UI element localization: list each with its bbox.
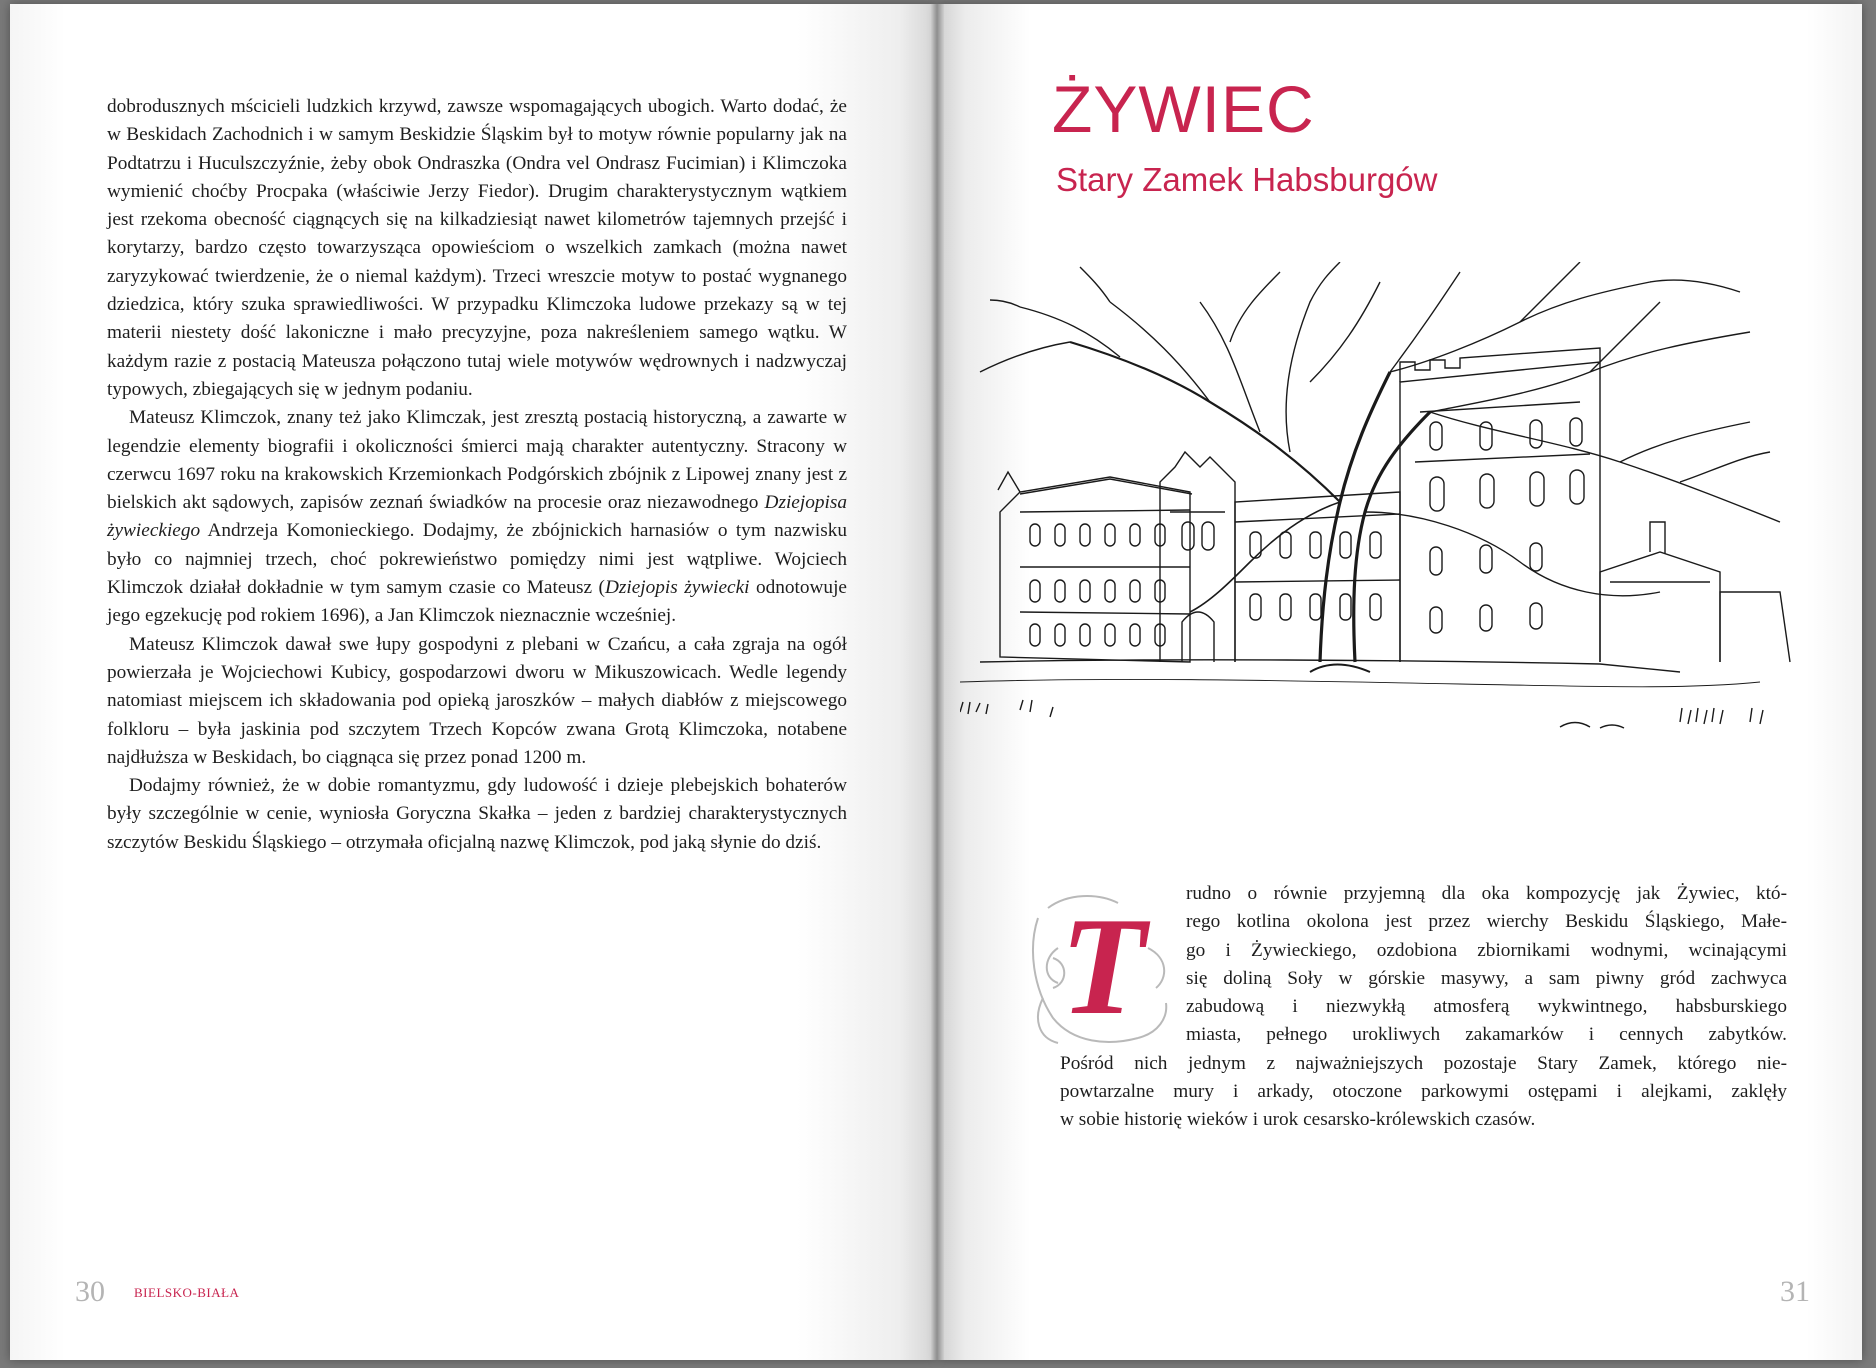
line-5: zabudową i niezwykłą atmosferą wykwintnego, habsburskiego [1186, 996, 1787, 1018]
line-7: Pośród nich jednym z najważniejszych pozostaje Stary Zamek, którego nie- [1060, 1052, 1787, 1074]
book-title-italic-2: Dziejopis żywiecki [604, 577, 750, 599]
paragraph-1: dobrodusznych mścicieli ludzkich krzywd, zawsze wspomagających ubogich. Warto dodać, że w Beskidach Zachodnich i w samym Beskidzie Śląskim był to motyw równie popularny jak na Podtatrzu i Huculszczyźnie, żeby obok Ondraszka (Ondra vel Ondrasz Fucimian) i Klimczoka wymienić choćby Procpaka (właściwie Jerzy Fiedor). Drugim charakterystycznym wątkiem jest rzekoma obecność ciągnących się na kilkadziesiąt nawet kilometrów tajemnych przejść i korytarzy, bardzo często towarzysząca opowieściom o wszelkich zamkach (można nawet zaryzykować twierdzenie, że o niemal każdym). Trzeci wreszcie motyw to postać wygnanego dziedzica, który szuka sprawiedliwości. W przypadku Klimczoka ludowe przekazy są w tej materii niestety dość lakoniczne i mało precyzyjne, poza nakreśleniem samego wątku. W każdym razie z postacią Mateusza połączono tutaj wiele motywów wędrownych i nadzwyczaj typowych, zbiegających się w jednym podaniu. [107, 96, 847, 400]
line-8: powtarzalne mury i arkady, otoczone parkowymi ostępami i alejkami, zaklęły [1060, 1081, 1787, 1103]
paragraph-2 [107, 404, 847, 630]
line-9: w sobie historię wieków i urok cesarsko-królewskich czasów. [1060, 1109, 1536, 1131]
line-1: rudno o równie przyjemną dla oka kompozycję jak Żywiec, któ- [1186, 883, 1787, 904]
book-gutter [930, 4, 944, 1360]
line-3: go i Żywieckiego, ozdobiona zbiornikami wodnymi, wcinającymi [1186, 939, 1787, 961]
chapter-title: ŻYWIEC [1052, 72, 1315, 146]
paragraph-4: Dodajmy również, że w dobie romantyzmu, gdy ludowość i dzieje plebejskich bohaterów były szczególnie w cenie, wyniosła Goryczna Skałka – jeden z bardziej charakterystycznych szczytów Beskidu Śląskiego – otrzymała oficjalną nazwę Klimczok, pod jaką słynie do dziś. [107, 775, 847, 853]
line-4: się doliną Soły w górskie masywy, a sam piwny gród zachwyca [1186, 967, 1787, 989]
dropcap-letter: T [1060, 889, 1146, 1044]
chapter-subtitle: Stary Zamek Habsburgów [1056, 161, 1438, 198]
paragraph-2-text-c: odnotowuje jego egzekucję pod rokiem 1696), a Jan Klimczok nieznacznie wcześniej. [107, 577, 847, 627]
paragraph-2-text-a: Mateusz Klimczok, znany też jako Klimczak, jest zresztą postacią historyczną, a zawarte w legendzie elementy biografii i okoliczności śmierci mają charakter autentyczny. Stracony w czerwcu 1697 roku na krakowskich Krzemionkach Podgórskich zbójnik z Lipowej znany jest z bielskich akt sądowych, zapisów zeznań świadków na procesie oraz niezawodnego [107, 407, 847, 514]
running-head: BIELSKO-BIAŁA [134, 1285, 240, 1300]
page-number-left: 30 [75, 1275, 105, 1308]
line-6: miasta, pełnego urokliwych zakamarków i cennych zabytków. [1186, 1024, 1787, 1046]
castle-tree-illustration [960, 262, 1810, 872]
line-2: rego kotlina okolona jest przez wierchy Beskidu Śląskiego, Małe- [1186, 911, 1787, 933]
page-number-right: 31 [1780, 1275, 1810, 1308]
paragraph-2-text-b: Andrzeja Komonieckiego. Dodajmy, że zbójnickich harnasiów o tym nazwisku było co najmniej trzech, choć pokrewieństwo pomiędzy nimi jest wątpliwe. Wojciech Klimczok działał dokładnie w tym samym czasie co Mateusz ( [107, 520, 847, 599]
left-page-body [107, 93, 847, 857]
paragraph-3: Mateusz Klimczok dawał swe łupy gospodyni z plebani w Czańcu, a cała zgraja na ogół powierzała je Wojciechowi Kubicy, gospodarzowi dworu w Mikuszowicach. Wedle legendy natomiast miejscem ich składowania pod opieką jaroszków – małych diabłów z miejscowego folkloru – była jaskinia pod szczytem Trzech Kopców zwana Grotą Klimczoka, notabene najdłuższa w Beskidach, bo ciągnąca się przez ponad 1200 m. [107, 633, 847, 768]
book-title-italic: Dziejopisa żywieckiego [107, 492, 847, 542]
right-page-body [1060, 880, 1787, 1135]
